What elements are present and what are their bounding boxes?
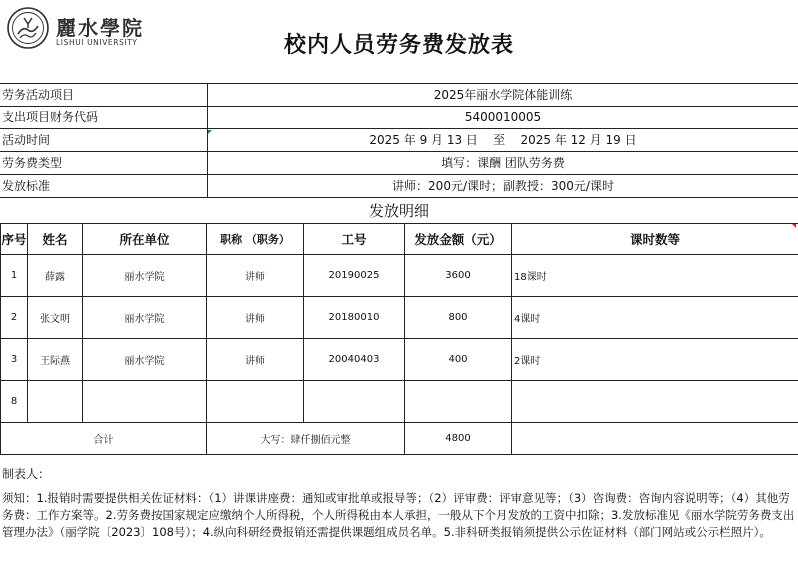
col-header-unit: 所在单位 (83, 224, 207, 255)
logo-name-cn: 麗水學院 (56, 16, 144, 40)
cell-name[interactable] (28, 381, 83, 423)
col-header-name: 姓名 (28, 224, 83, 255)
cell-amount[interactable]: 400 (405, 339, 512, 381)
cell-name[interactable]: 薛露 (28, 255, 83, 297)
col-header-no: 序号 (1, 224, 28, 255)
cell-unit[interactable]: 丽水学院 (83, 339, 207, 381)
cell-unit[interactable]: 丽水学院 (83, 297, 207, 339)
info-row-finance-code (0, 106, 798, 129)
info-value[interactable]: 填写：课酬 团队劳务费 (207, 152, 798, 174)
cell-name[interactable]: 王际燕 (28, 339, 83, 381)
info-label: 活动时间 (2, 133, 51, 147)
cell-amount[interactable] (405, 381, 512, 423)
total-amount[interactable]: 4800 (405, 423, 512, 455)
preparer-label: 制表人： (2, 467, 51, 481)
page-title: 校内人员劳务费发放表 (283, 32, 514, 58)
total-empty-cell[interactable] (512, 423, 798, 455)
cell-id[interactable] (304, 381, 405, 423)
col-header-id: 工号 (304, 224, 405, 255)
cell-hours[interactable] (512, 381, 798, 423)
cell-hours[interactable]: 4课时 (512, 297, 798, 339)
cell-no[interactable]: 3 (1, 339, 28, 381)
col-header-title: 职称 （职务） (207, 224, 304, 255)
info-label: 发放标准 (2, 179, 51, 193)
notes-text: 须知：1.报销时需要提供相关佐证材料：（1）讲课讲座费：通知或审批单或报导等；（2）评审费：评审意见等；（3）咨询费：咨询内容说明等；（4）其他劳务费：工作方案等。2.劳务费按国家规定应缴纳个人所得税，个人所得税由本人承担，一般从下个月发放的工资中扣除；3.发放标准见《丽水学院劳务费支出管理办法》（丽学院〔2023〕108号）；4.纵向科研经费报销还需提供课题组成员名单。5.非科研类报销须提供公示佐证材料（部门网站或公示栏照片）。 (2, 491, 795, 539)
comment-marker (208, 130, 212, 134)
table-row (1, 255, 798, 297)
table-total-row (1, 423, 798, 455)
info-value[interactable]: 2025年丽水学院体能训练 (207, 84, 798, 106)
cell-id[interactable]: 20190025 (304, 255, 405, 297)
info-value[interactable]: 5400010005 (207, 106, 798, 128)
table-header-row (1, 224, 798, 255)
col-header-hours: 课时数等 (512, 224, 798, 255)
section-title: 发放明细 (368, 202, 429, 220)
table-row (1, 339, 798, 381)
table-row (1, 381, 798, 423)
cell-amount[interactable]: 800 (405, 297, 512, 339)
cell-hours[interactable]: 2课时 (512, 339, 798, 381)
info-row-project (0, 83, 798, 107)
cell-title[interactable]: 讲师 (207, 255, 304, 297)
cell-title[interactable] (207, 381, 304, 423)
info-label: 支出项目财务代码 (2, 110, 99, 124)
cell-amount[interactable]: 3600 (405, 255, 512, 297)
table-row (1, 297, 798, 339)
logo-name-en: LISHUI UNIVERSITY (56, 38, 138, 47)
cell-no[interactable]: 1 (1, 255, 28, 297)
info-value[interactable]: 2025 年 9 月 13 日 至 2025 年 12 月 19 日 (207, 129, 798, 151)
cell-no[interactable]: 8 (1, 381, 28, 423)
col-header-amount: 发放金额（元） (405, 224, 512, 255)
info-value[interactable]: 讲师：200元/课时；副教授：300元/课时 (207, 175, 798, 197)
cell-name[interactable]: 张文明 (28, 297, 83, 339)
info-row-activity-time (0, 129, 798, 152)
cell-id[interactable]: 20040403 (304, 339, 405, 381)
cell-hours[interactable]: 18课时 (512, 255, 798, 297)
total-label: 合计 (1, 423, 207, 455)
cell-title[interactable]: 讲师 (207, 297, 304, 339)
info-row-fee-type (0, 152, 798, 175)
total-amount-words[interactable]: 大写：肆仟捌佰元整 (207, 423, 405, 455)
cell-title[interactable]: 讲师 (207, 339, 304, 381)
cell-unit[interactable] (83, 381, 207, 423)
cell-id[interactable]: 20180010 (304, 297, 405, 339)
cell-unit[interactable]: 丽水学院 (83, 255, 207, 297)
payment-detail-table (0, 223, 798, 455)
cell-no[interactable]: 2 (1, 297, 28, 339)
info-label: 劳务费类型 (2, 156, 63, 170)
info-row-standard (0, 175, 798, 198)
info-label: 劳务活动项目 (2, 88, 75, 102)
